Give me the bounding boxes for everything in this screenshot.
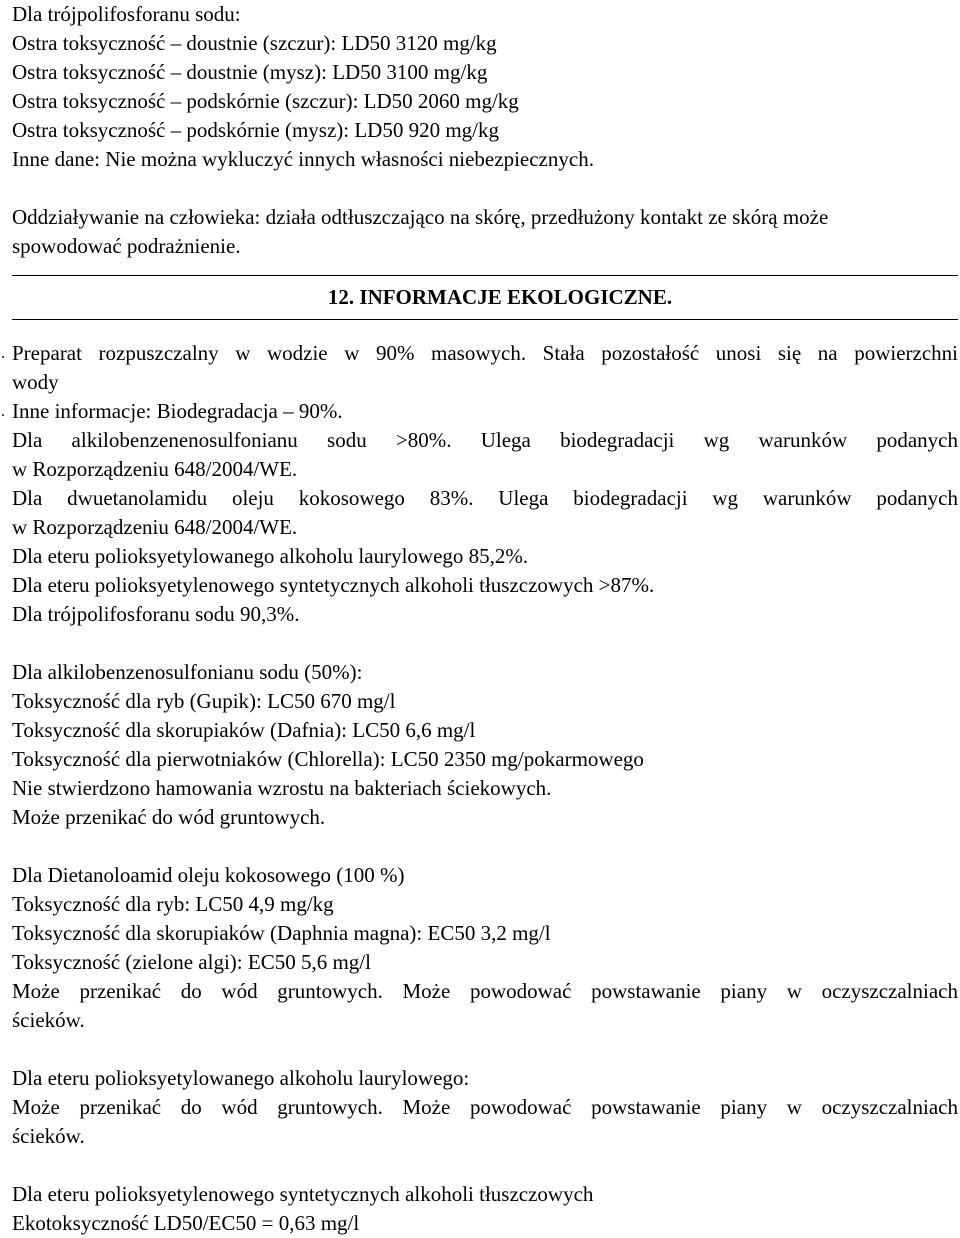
- final-line: Ekotoksyczność LD50/EC50 = 0,63 mg/l: [12, 1211, 360, 1235]
- tox-line: Ostra toksyczność – podskórnie (mysz): LD50 920 mg/kg: [12, 118, 500, 142]
- eco-line: w Rozporządzeniu 648/2004/WE.: [12, 515, 298, 539]
- eco-line: Dla eteru polioksyetylenowego syntetycznych alkoholi tłuszczowych >87%.: [12, 573, 655, 597]
- eter-tox-section: [12, 1064, 958, 1151]
- human-effect-line: Oddziaływanie na człowieka: działa odtłuszczająco na skórę, przedłużony kontakt ze skórą może: [12, 205, 829, 229]
- dieta-line: Dla Dietanoloamid oleju kokosowego (100 %): [12, 863, 405, 887]
- eco-line: Dla dwuetanolamidu oleju kokosowego 83%. Ulega biodegradacji wg warunków podanych: [12, 486, 958, 510]
- eco-line: Dla eteru polioksyetylowanego alkoholu laurylowego 85,2%.: [12, 544, 529, 568]
- dieta-line: ścieków.: [12, 1008, 85, 1032]
- human-effect-line: spowodować podrażnienie.: [12, 234, 241, 258]
- eter-line: Może przenikać do wód gruntowych. Może powodować powstawanie piany w oczyszczalniach: [12, 1095, 958, 1119]
- tox-line: Inne dane: Nie można wykluczyć innych własności niebezpiecznych.: [12, 147, 594, 171]
- alkil-line: Dla alkilobenzenosulfonianu sodu (50%):: [12, 660, 363, 684]
- tox-line: Ostra toksyczność – podskórnie (szczur): LD50 2060 mg/kg: [12, 89, 519, 113]
- eco-line: Dla trójpolifosforanu sodu 90,3%.: [12, 602, 300, 626]
- alkil-line: Toksyczność dla ryb (Gupik): LC50 670 mg/l: [12, 689, 396, 713]
- document-page: [1, 0, 958, 1238]
- eter-line: ścieków.: [12, 1124, 85, 1148]
- eco-paragraph-2: [1, 397, 958, 426]
- final-line: Dla eteru polioksyetylenowego syntetycznych alkoholi tłuszczowych: [12, 1182, 594, 1206]
- dieta-tox-section: [12, 861, 958, 1035]
- tox-section: [12, 0, 958, 174]
- alkil-line: Toksyczność dla skorupiaków (Dafnia): LC50 6,6 mg/l: [12, 718, 476, 742]
- section-heading: 12. INFORMACJE EKOLOGICZNE.: [327, 285, 673, 309]
- dieta-line: Toksyczność dla skorupiaków (Daphnia magna): EC50 3,2 mg/l: [12, 921, 551, 945]
- dieta-line: Toksyczność (zielone algi): EC50 5,6 mg/l: [12, 950, 371, 974]
- section-rule-top: [12, 275, 958, 276]
- section-rule-bottom: [12, 319, 958, 320]
- final-section: [12, 1180, 958, 1238]
- eco-line: Preparat rozpuszczalny w wodzie w 90% masowych. Stała pozostałość unosi się na powierzchni: [12, 341, 958, 365]
- bullet-dot: .: [1, 403, 5, 420]
- dieta-line: Może przenikać do wód gruntowych. Może powodować powstawanie piany w oczyszczalniach: [12, 979, 958, 1003]
- eco-paragraph-1: [1, 339, 958, 368]
- eco-section: [1, 339, 958, 629]
- eco-line: w Rozporządzeniu 648/2004/WE.: [12, 457, 298, 481]
- eco-line: wody: [12, 370, 59, 394]
- alkil-line: Może przenikać do wód gruntowych.: [12, 805, 326, 829]
- eco-line: Inne informacje: Biodegradacja – 90%.: [12, 399, 343, 423]
- tox-line: Ostra toksyczność – doustnie (mysz): LD50 3100 mg/kg: [12, 60, 488, 84]
- tox-line: Ostra toksyczność – doustnie (szczur): LD50 3120 mg/kg: [12, 31, 497, 55]
- alkil-tox-section: [12, 658, 958, 832]
- tox-line: Dla trójpolifosforanu sodu:: [12, 2, 241, 26]
- section-header: [12, 275, 958, 333]
- alkil-line: Toksyczność dla pierwotniaków (Chlorella): LC50 2350 mg/pokarmowego: [12, 747, 644, 771]
- eter-line: Dla eteru polioksyetylowanego alkoholu laurylowego:: [12, 1066, 470, 1090]
- bullet-dot: .: [1, 345, 5, 362]
- alkil-line: Nie stwierdzono hamowania wzrostu na bakteriach ściekowych.: [12, 776, 552, 800]
- human-effect-paragraph: [12, 203, 958, 261]
- eco-line: Dla alkilobenzenenosulfonianu sodu >80%. Ulega biodegradacji wg warunków podanych: [12, 428, 958, 452]
- dieta-line: Toksyczność dla ryb: LC50 4,9 mg/kg: [12, 892, 334, 916]
